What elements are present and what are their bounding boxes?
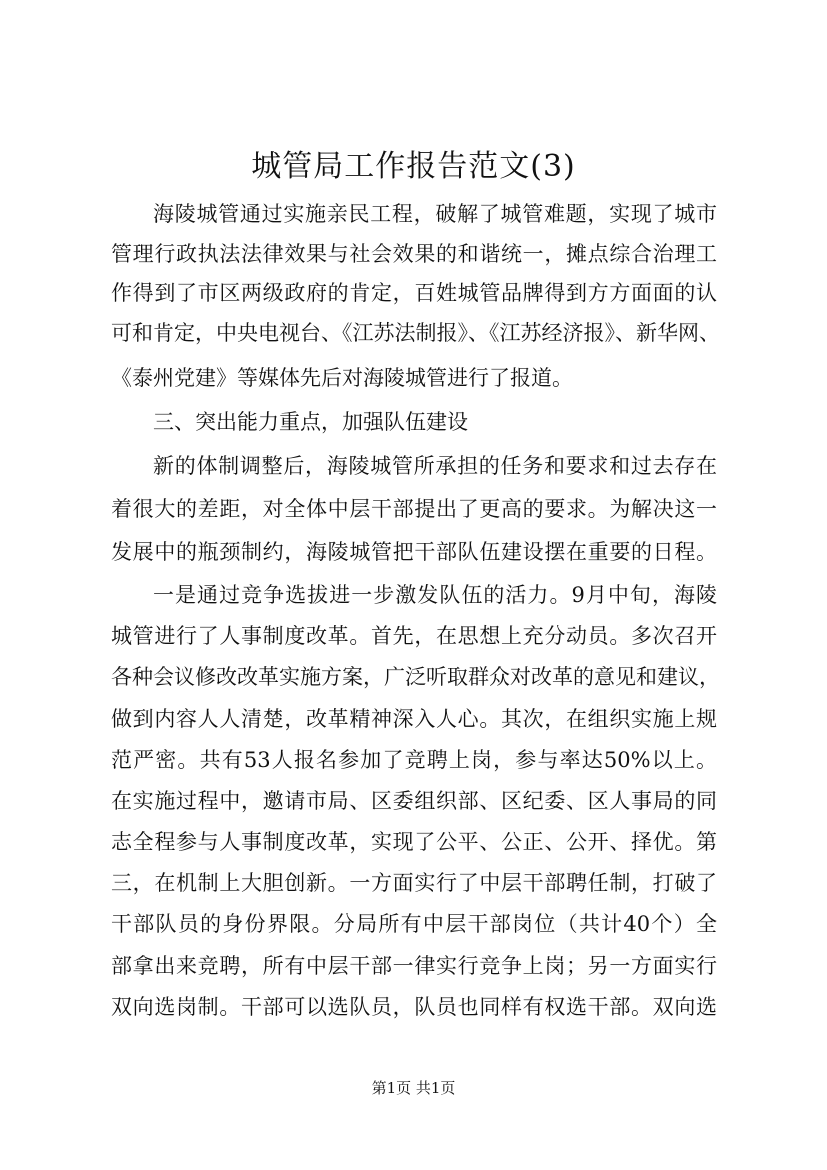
paragraph-line: 双向选岗制。干部可以选队员，队员也同样有权选干部。双向选 [111,995,717,1019]
page-footer: 第1页 共1页 [371,1079,456,1097]
paragraph-line: 发展中的瓶颈制约，海陵城管把干部队伍建设摆在重要的日程。 [111,540,717,564]
paragraph-line: 作得到了市区两级政府的肯定，百姓城管品牌得到方方面面的认 [111,281,717,305]
paragraph-line: 可和肯定，中央电视台、《江苏法制报》、《江苏经济报》、新华网、 [111,321,720,345]
paragraph-line: 城管进行了人事制度改革。首先，在思想上充分动员。多次召开 [111,624,717,648]
document-title: 城管局工作报告范文(3) [251,149,576,184]
paragraph-line: 在实施过程中，邀请市局、区委组织部、区纪委、区人事局的同 [111,789,717,813]
paragraph-line: 干部队员的身份界限。分局所有中层干部岗位（共计40个）全 [111,912,717,936]
paragraph-line: 海陵城管通过实施亲民工程，破解了城管难题，实现了城市 [153,202,717,226]
section-heading: 三、突出能力重点，加强队伍建设 [153,410,468,434]
paragraph-line: 一是通过竞争选拔进一步激发队伍的活力。9月中旬，海陵 [153,583,717,607]
paragraph-line: 管理行政执法法律效果与社会效果的和谐统一，摊点综合治理工 [111,242,717,266]
paragraph-line: 范严密。共有53人报名参加了竞聘上岗，参与率达50%以上。 [111,748,717,772]
paragraph-line: 做到内容人人清楚，改革精神深入人心。其次，在组织实施上规 [111,707,717,731]
paragraph-line: 志全程参与人事制度改革，实现了公平、公正、公开、择优。第 [111,830,717,854]
paragraph-line: 新的体制调整后，海陵城管所承担的任务和要求和过去存在 [153,454,717,478]
paragraph-line: 《泰州党建》等媒体先后对海陵城管进行了报道。 [111,366,573,390]
paragraph-line: 着很大的差距，对全体中层干部提出了更高的要求。为解决这一 [111,497,717,521]
paragraph-line: 各种会议修改改革实施方案，广泛听取群众对改革的意见和建议， [111,665,720,689]
paragraph-line: 部拿出来竞聘，所有中层干部一律实行竞争上岗；另一方面实行 [111,954,717,978]
paragraph-line: 三，在机制上大胆创新。一方面实行了中层干部聘任制，打破了 [111,871,717,895]
